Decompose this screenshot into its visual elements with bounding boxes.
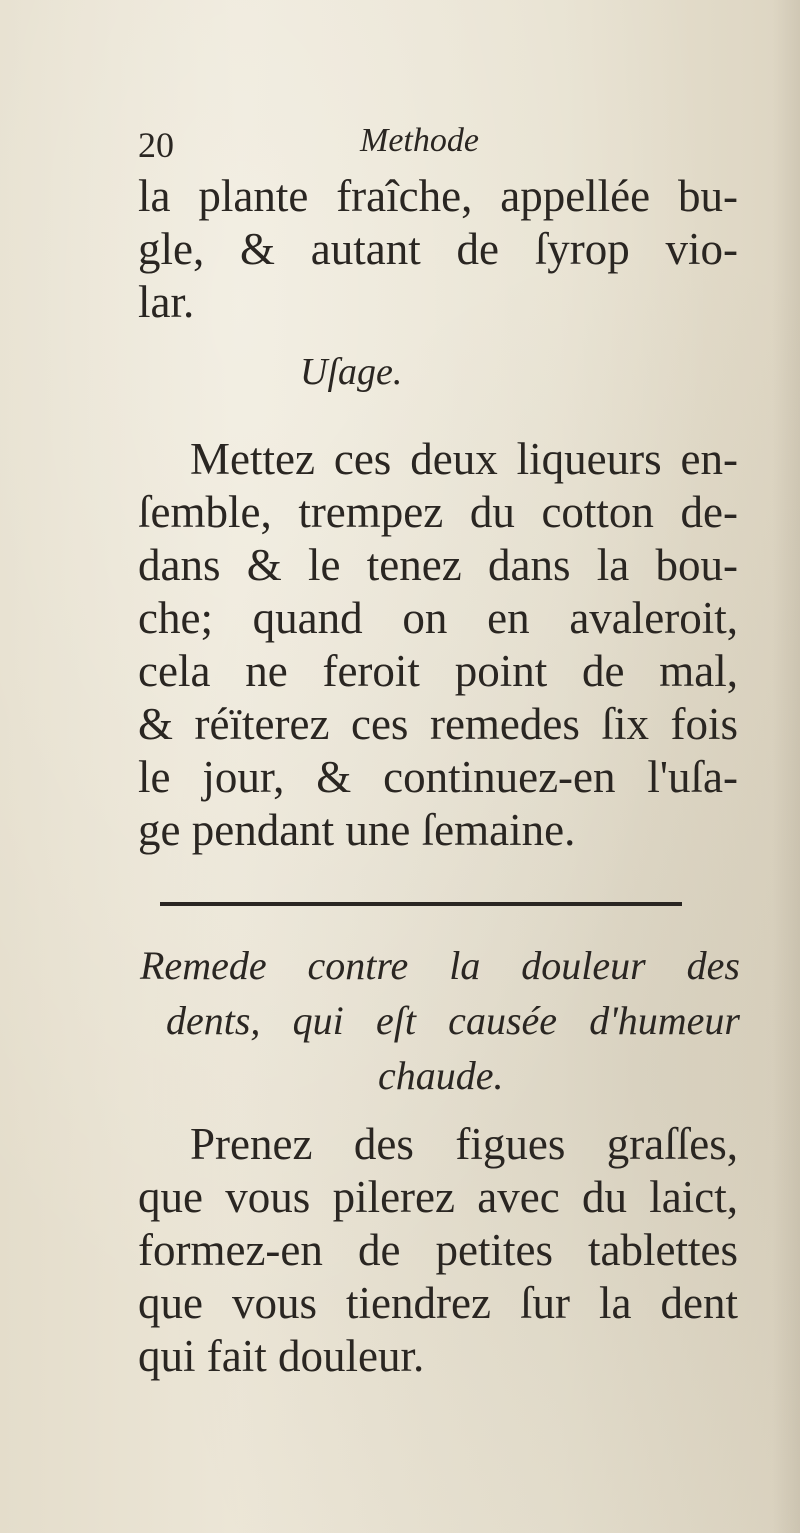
text-line: ſemble, trempez du cotton de- (138, 487, 738, 537)
text-line: cela ne feroit point de mal, (138, 646, 738, 696)
text-line: gle, & autant de ſyrop vio- (138, 224, 738, 274)
usage-paragraph (138, 433, 738, 857)
text-line: que vous pilerez avec du laict, (138, 1172, 738, 1222)
page-header (138, 122, 558, 168)
text-line: ge pendant une ſemaine. (138, 805, 576, 855)
text-line: che; quand on en avaleroit, (138, 593, 738, 643)
remedy-title-line: Remede contre la douleur des (140, 943, 740, 988)
text-line: Mettez ces deux liqueurs en- (190, 434, 738, 484)
text-line: & réïterez ces remedes ſix fois (138, 699, 738, 749)
section-divider (160, 902, 682, 906)
page-edge-shadow (772, 0, 800, 1533)
remedy-title-line: chaude. (378, 1053, 504, 1098)
text-line: lar. (138, 277, 195, 327)
text-line: formez-en de petites tablettes (138, 1225, 738, 1275)
text-line: qui fait douleur. (138, 1331, 425, 1381)
section-heading-usage: Uſage. (300, 351, 403, 393)
running-head: Methode (360, 122, 479, 159)
page-number: 20 (138, 125, 174, 165)
text-line: le jour, & continuez-en l'uſa- (138, 752, 738, 802)
text-line: la plante fraîche, appellée bu- (138, 171, 738, 221)
text-line: que vous tiendrez ſur la dent (138, 1278, 738, 1328)
remedy-title (140, 938, 740, 1103)
text-line: Prenez des figues graſſes, (190, 1119, 738, 1169)
continuation-paragraph (138, 170, 738, 329)
remedy-title-line: dents, qui eſt causée d'humeur (166, 998, 740, 1043)
text-line: dans & le tenez dans la bou- (138, 540, 738, 590)
remedy-paragraph (138, 1118, 738, 1383)
